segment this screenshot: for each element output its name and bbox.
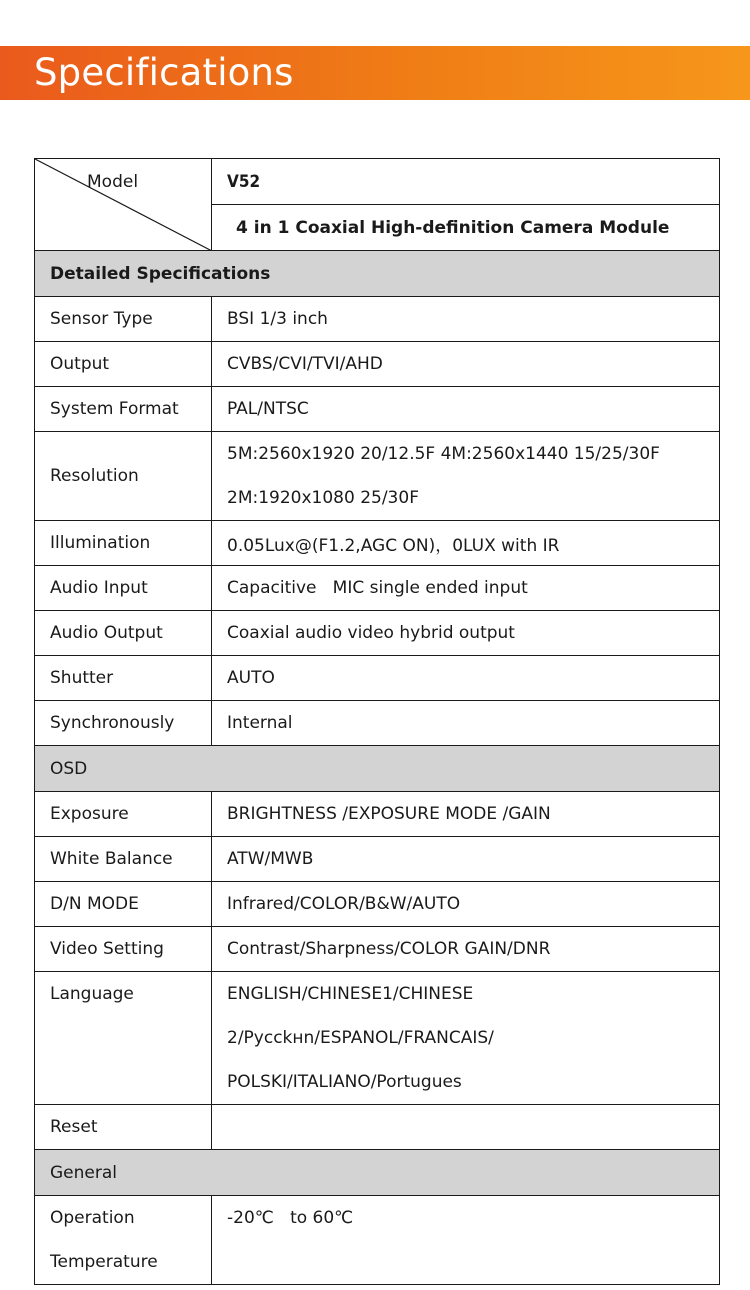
resolution-line-1: 5M:2560x1920 20/12.5F 4M:2560x1440 15/25/30F xyxy=(227,444,660,464)
row-label-illumination: Illumination xyxy=(35,521,212,566)
table-row xyxy=(35,1105,720,1150)
table-row xyxy=(35,972,720,1105)
table-row xyxy=(35,792,720,837)
row-value-reset xyxy=(212,1105,720,1150)
language-line-2: 2/Pycckнn/ESPANOL/FRANCAIS/ xyxy=(227,1028,494,1048)
operation-temperature-label-line-2: Temperature xyxy=(50,1252,158,1272)
row-label-synchronously: Synchronously xyxy=(35,701,212,746)
row-label-exposure: Exposure xyxy=(35,792,212,837)
row-label-white-balance: White Balance xyxy=(35,837,212,882)
row-value-system-format: PAL/NTSC xyxy=(212,387,720,432)
table-row xyxy=(35,342,720,387)
row-label-shutter: Shutter xyxy=(35,656,212,701)
table-row xyxy=(35,656,720,701)
specifications-banner xyxy=(0,46,750,100)
section-row-detailed xyxy=(35,251,720,297)
section-title-detailed: Detailed Specifications xyxy=(35,251,720,297)
table-row xyxy=(35,882,720,927)
row-value-sensor-type: BSI 1/3 inch xyxy=(212,297,720,342)
table-row xyxy=(35,521,720,566)
row-value-resolution xyxy=(212,432,720,521)
row-label-resolution: Resolution xyxy=(35,432,212,521)
language-line-3: POLSKI/ITALIANO/Portugues xyxy=(227,1072,462,1092)
row-value-synchronously: Internal xyxy=(212,701,720,746)
row-label-output: Output xyxy=(35,342,212,387)
section-title-osd: OSD xyxy=(35,746,720,792)
table-row xyxy=(35,297,720,342)
row-value-white-balance: ATW/MWB xyxy=(212,837,720,882)
row-value-audio-output: Coaxial audio video hybrid output xyxy=(212,611,720,656)
model-header-cell xyxy=(35,159,212,251)
table-row xyxy=(35,701,720,746)
row-value-operation-temperature: -20℃ to 60℃ xyxy=(212,1196,720,1285)
row-label-audio-output: Audio Output xyxy=(35,611,212,656)
table-row xyxy=(35,566,720,611)
table-row xyxy=(35,611,720,656)
language-line-1: ENGLISH/CHINESE1/CHINESE xyxy=(227,984,474,1004)
product-name: 4 in 1 Coaxial High-definition Camera Module xyxy=(212,205,720,251)
table-row xyxy=(35,432,720,521)
row-label-reset: Reset xyxy=(35,1105,212,1150)
row-value-audio-input: Capacitive MIC single ended input xyxy=(212,566,720,611)
row-value-illumination: 0.05Lux@(F1.2,AGC ON)，0LUX with IR xyxy=(212,521,720,566)
table-row xyxy=(35,387,720,432)
table-row xyxy=(35,1196,720,1285)
row-label-language: Language xyxy=(35,972,212,1105)
row-label-audio-input: Audio Input xyxy=(35,566,212,611)
section-row-general xyxy=(35,1150,720,1196)
section-row-osd xyxy=(35,746,720,792)
row-value-shutter: AUTO xyxy=(212,656,720,701)
row-label-sensor-type: Sensor Type xyxy=(35,297,212,342)
specifications-table xyxy=(34,158,720,1285)
table-row-model xyxy=(35,159,720,205)
row-value-output: CVBS/CVI/TVI/AHD xyxy=(212,342,720,387)
operation-temperature-label-line-1: Operation xyxy=(50,1208,135,1228)
model-value: V52 xyxy=(212,159,720,205)
row-value-video-setting: Contrast/Sharpness/COLOR GAIN/DNR xyxy=(212,927,720,972)
row-value-language xyxy=(212,972,720,1105)
row-label-operation-temperature xyxy=(35,1196,212,1285)
row-label-video-setting: Video Setting xyxy=(35,927,212,972)
row-value-exposure: BRIGHTNESS /EXPOSURE MODE /GAIN xyxy=(212,792,720,837)
row-label-dn-mode: D/N MODE xyxy=(35,882,212,927)
row-value-dn-mode: Infrared/COLOR/B&W/AUTO xyxy=(212,882,720,927)
table-row xyxy=(35,927,720,972)
section-title-general: General xyxy=(35,1150,720,1196)
table-row xyxy=(35,837,720,882)
resolution-line-2: 2M:1920x1080 25/30F xyxy=(227,488,419,508)
model-label: Model xyxy=(87,172,139,192)
row-label-system-format: System Format xyxy=(35,387,212,432)
page-title: Specifications xyxy=(34,51,294,94)
